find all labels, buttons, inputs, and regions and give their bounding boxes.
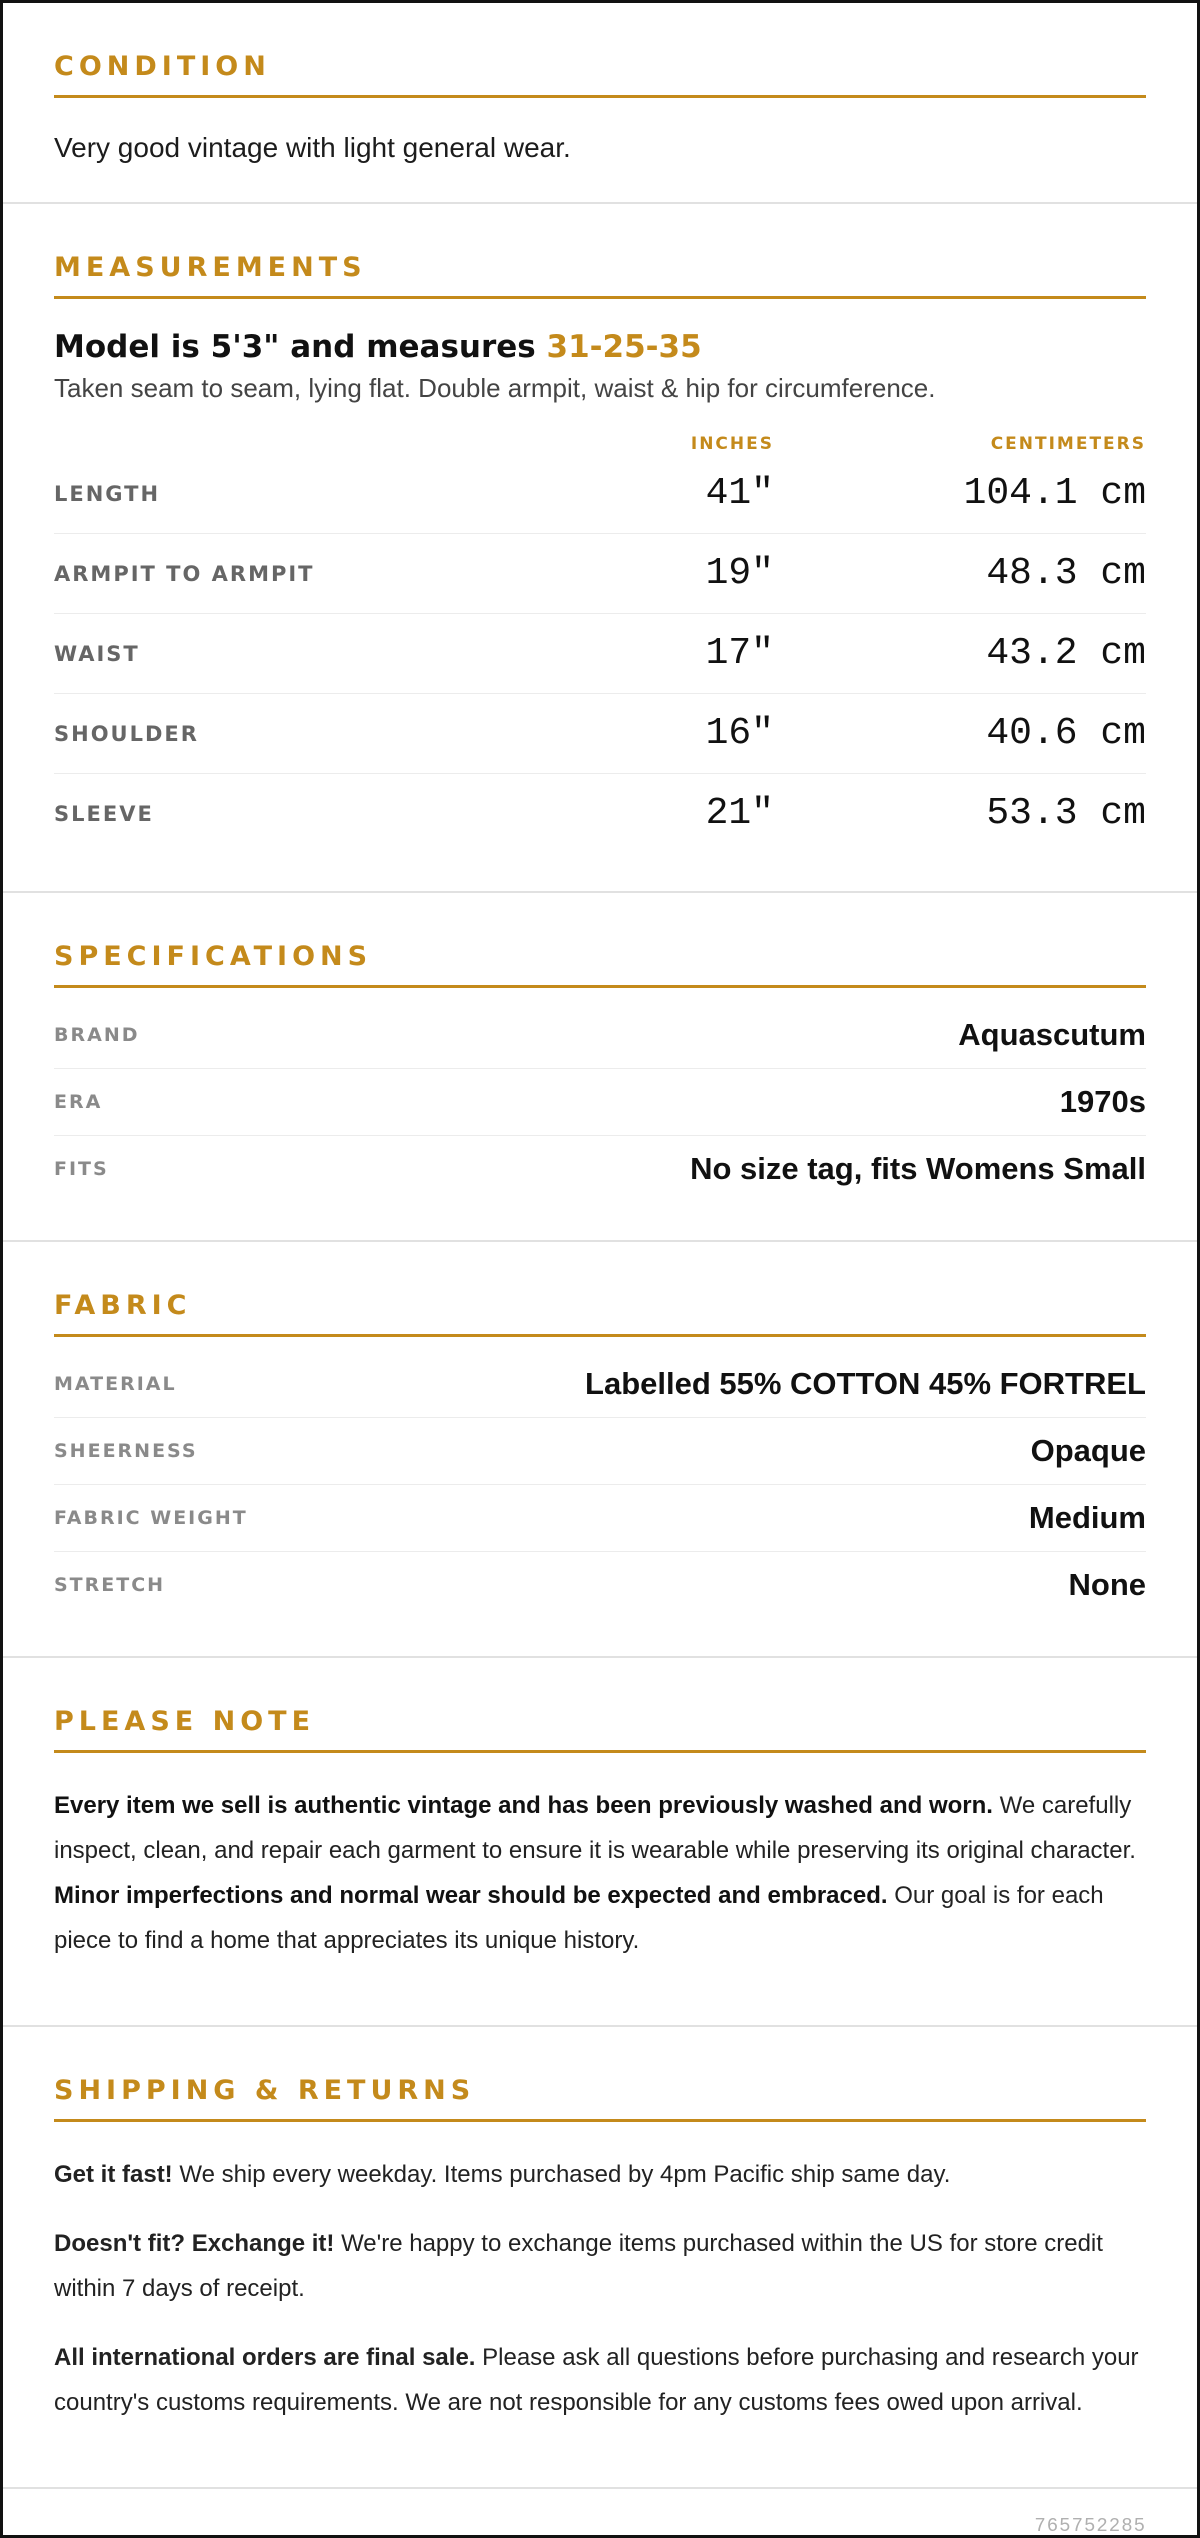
measurement-cm: 48.3 cm [986, 552, 1146, 595]
list-item [54, 2221, 1146, 2311]
shipping-text: We're happy to exchange items purchased within the US for store credit within 7 days of receipt. [54, 2230, 1103, 2302]
fabric-value: None [1068, 1567, 1146, 1602]
list-item [54, 2152, 1146, 2197]
label-column-header [54, 434, 524, 454]
measurement-inches: 41" [705, 472, 774, 515]
table-row [54, 454, 1146, 534]
please-note-heading: PLEASE NOTE [54, 1706, 1146, 1753]
shipping-section [3, 2027, 1197, 2489]
measurement-inches: 21" [705, 792, 774, 835]
shipping-heading: SHIPPING & RETURNS [54, 2075, 1146, 2122]
shipping-bold: All international orders are final sale. [54, 2344, 476, 2371]
measurements-section [3, 204, 1197, 893]
measurement-cm: 43.2 cm [986, 632, 1146, 675]
model-info-prefix: Model is 5'3" and measures [54, 329, 547, 365]
measurement-cm: 53.3 cm [986, 792, 1146, 835]
product-id: 765752285 [1034, 2514, 1146, 2537]
measurements-heading: MEASUREMENTS [54, 252, 1146, 299]
condition-heading: CONDITION [54, 51, 1146, 98]
table-row [54, 694, 1146, 774]
list-item [54, 1002, 1146, 1069]
table-row [54, 774, 1146, 853]
note-bold-1: Every item we sell is authentic vintage and has been previously washed and worn. [54, 1792, 993, 1819]
specifications-section [3, 893, 1197, 1242]
list-item [54, 2335, 1146, 2425]
specifications-list [54, 1002, 1146, 1202]
spec-label: FITS [54, 1158, 109, 1180]
fabric-list [54, 1351, 1146, 1618]
fabric-heading: FABRIC [54, 1290, 1146, 1337]
fabric-label: MATERIAL [54, 1373, 177, 1395]
fabric-section [3, 1242, 1197, 1658]
model-measures: 31-25-35 [546, 329, 702, 365]
measurement-label: SHOULDER [54, 721, 199, 746]
spec-label: ERA [54, 1091, 103, 1113]
inches-column-header: INCHES [690, 434, 774, 454]
condition-section [3, 3, 1197, 204]
spec-value: 1970s [1059, 1084, 1146, 1119]
please-note-text [54, 1783, 1146, 1963]
list-item [54, 1069, 1146, 1136]
measurement-cm: 40.6 cm [986, 712, 1146, 755]
shipping-bold: Doesn't fit? Exchange it! [54, 2230, 335, 2257]
please-note-section [3, 1658, 1197, 2027]
measurement-table [54, 454, 1146, 853]
measurement-cm: 104.1 cm [963, 472, 1146, 515]
measurement-inches: 19" [705, 552, 774, 595]
table-row [54, 614, 1146, 694]
spec-value: No size tag, fits Womens Small [690, 1151, 1146, 1186]
fabric-label: STRETCH [54, 1574, 166, 1596]
spec-label: BRAND [54, 1024, 140, 1046]
measurement-label: WAIST [54, 641, 140, 666]
note-bold-2: Minor imperfections and normal wear should be expected and embraced. [54, 1882, 888, 1909]
fabric-value: Medium [1028, 1500, 1146, 1535]
specifications-heading: SPECIFICATIONS [54, 941, 1146, 988]
list-item [54, 1418, 1146, 1485]
spec-value: Aquascutum [958, 1017, 1146, 1052]
fabric-value: Opaque [1030, 1433, 1146, 1468]
fabric-label: FABRIC WEIGHT [54, 1507, 248, 1529]
measurement-label: LENGTH [54, 481, 161, 506]
model-info [54, 329, 1146, 365]
measurement-table-header [54, 434, 1146, 454]
shipping-text: Please ask all questions before purchasing and research your country's customs requirements. We are not responsible for any customs fees owed upon arrival. [54, 2344, 1139, 2416]
measurement-label: ARMPIT TO ARMPIT [54, 561, 315, 586]
shipping-list [54, 2152, 1146, 2425]
fabric-value: Labelled 55% COTTON 45% FORTREL [585, 1366, 1146, 1401]
measurement-note: Taken seam to seam, lying flat. Double armpit, waist & hip for circumference. [54, 373, 936, 403]
note-text-2: Our goal is for each piece to find a home that appreciates its unique history. [54, 1882, 1104, 1954]
measurement-inches: 16" [705, 712, 774, 755]
list-item [54, 1136, 1146, 1202]
list-item [54, 1485, 1146, 1552]
condition-text: Very good vintage with light general wear. [54, 132, 571, 163]
shipping-bold: Get it fast! [54, 2161, 173, 2188]
fabric-label: SHEERNESS [54, 1440, 198, 1462]
footer [3, 2489, 1197, 2538]
list-item [54, 1351, 1146, 1418]
measurement-label: SLEEVE [54, 801, 154, 826]
list-item [54, 1552, 1146, 1618]
centimeters-column-header: CENTIMETERS [990, 434, 1146, 454]
note-text-1: We carefully inspect, clean, and repair each garment to ensure it is wearable while preserving its original character. [54, 1792, 1136, 1864]
measurement-inches: 17" [705, 632, 774, 675]
table-row [54, 534, 1146, 614]
shipping-text: We ship every weekday. Items purchased by 4pm Pacific ship same day. [172, 2161, 951, 2188]
